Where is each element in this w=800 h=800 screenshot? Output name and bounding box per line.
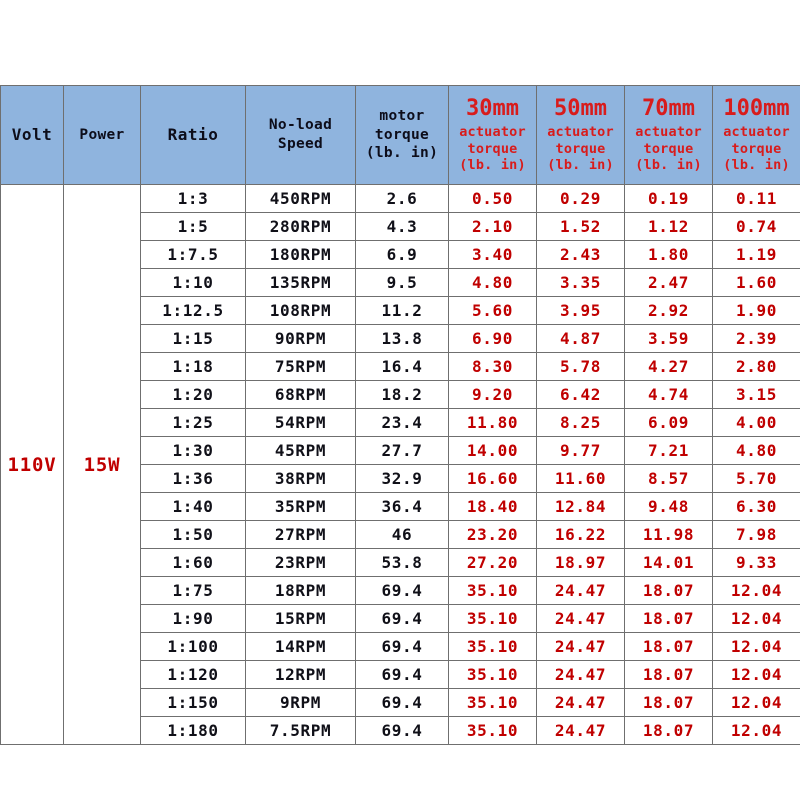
cell-motor-torque: 4.3 [356,213,449,241]
cell-no-load-speed: 35RPM [246,493,356,521]
cell-ratio: 1:50 [141,521,246,549]
cell-ratio: 1:25 [141,409,246,437]
cell-torque-30mm: 2.10 [449,213,537,241]
volt-value: 110V [7,453,57,476]
actuator-100mm-line-2: torque [731,140,782,157]
cell-motor-torque: 69.4 [356,577,449,605]
cell-torque-50mm: 5.78 [537,353,625,381]
cell-motor-torque: 53.8 [356,549,449,577]
column-header-actuator-30mm [449,86,537,185]
actuator-50mm-line-2: torque [555,140,606,157]
cell-torque-100mm: 12.04 [713,605,800,633]
column-header-no-load-speed [246,86,356,185]
cell-torque-70mm: 7.21 [625,437,713,465]
column-header-actuator-50mm [537,86,625,185]
cell-torque-50mm: 12.84 [537,493,625,521]
cell-torque-70mm: 2.92 [625,297,713,325]
actuator-100mm-size: 100mm [723,96,790,122]
cell-motor-torque: 2.6 [356,185,449,213]
cell-torque-100mm: 4.00 [713,409,800,437]
cell-torque-30mm: 0.50 [449,185,537,213]
actuator-70mm-size: 70mm [642,96,695,122]
cell-torque-70mm: 18.07 [625,633,713,661]
cell-torque-30mm: 16.60 [449,465,537,493]
no-load-speed-line-2: Speed [277,136,324,152]
cell-ratio: 1:90 [141,605,246,633]
cell-no-load-speed: 38RPM [246,465,356,493]
cell-motor-torque: 18.2 [356,381,449,409]
cell-motor-torque: 46 [356,521,449,549]
cell-torque-100mm: 2.39 [713,325,800,353]
cell-torque-70mm: 4.27 [625,353,713,381]
cell-torque-30mm: 5.60 [449,297,537,325]
actuator-70mm-line-2: torque [643,140,694,157]
power-value-cell [64,185,141,745]
cell-no-load-speed: 90RPM [246,325,356,353]
cell-no-load-speed: 75RPM [246,353,356,381]
cell-ratio: 1:180 [141,717,246,745]
table-body [1,185,800,745]
cell-ratio: 1:30 [141,437,246,465]
cell-torque-50mm: 1.52 [537,213,625,241]
cell-no-load-speed: 45RPM [246,437,356,465]
cell-ratio: 1:60 [141,549,246,577]
cell-motor-torque: 23.4 [356,409,449,437]
column-header-actuator-70mm [625,86,713,185]
actuator-70mm-line-1: actuator [635,124,702,141]
cell-torque-50mm: 4.87 [537,325,625,353]
header-row [1,86,800,185]
actuator-100mm-line-1: actuator [723,124,790,141]
cell-motor-torque: 32.9 [356,465,449,493]
cell-torque-50mm: 9.77 [537,437,625,465]
cell-torque-30mm: 27.20 [449,549,537,577]
cell-torque-50mm: 8.25 [537,409,625,437]
cell-torque-70mm: 0.19 [625,185,713,213]
cell-motor-torque: 69.4 [356,605,449,633]
actuator-100mm-line-3: (lb. in) [723,157,790,174]
motor-torque-line-2: torque [374,126,430,143]
cell-no-load-speed: 180RPM [246,241,356,269]
cell-torque-50mm: 24.47 [537,717,625,745]
cell-motor-torque: 27.7 [356,437,449,465]
cell-torque-100mm: 1.60 [713,269,800,297]
cell-no-load-speed: 9RPM [246,689,356,717]
cell-no-load-speed: 54RPM [246,409,356,437]
cell-no-load-speed: 280RPM [246,213,356,241]
cell-no-load-speed: 12RPM [246,661,356,689]
cell-motor-torque: 69.4 [356,633,449,661]
cell-ratio: 1:7.5 [141,241,246,269]
column-header-actuator-100mm [713,86,800,185]
cell-ratio: 1:36 [141,465,246,493]
cell-torque-30mm: 3.40 [449,241,537,269]
cell-torque-50mm: 3.35 [537,269,625,297]
cell-ratio: 1:12.5 [141,297,246,325]
cell-torque-100mm: 7.98 [713,521,800,549]
cell-torque-50mm: 24.47 [537,577,625,605]
cell-motor-torque: 69.4 [356,717,449,745]
cell-torque-30mm: 35.10 [449,605,537,633]
cell-no-load-speed: 108RPM [246,297,356,325]
volt-value-cell [1,185,64,745]
cell-torque-30mm: 35.10 [449,577,537,605]
cell-torque-100mm: 12.04 [713,577,800,605]
cell-no-load-speed: 18RPM [246,577,356,605]
cell-torque-70mm: 3.59 [625,325,713,353]
cell-torque-70mm: 9.48 [625,493,713,521]
cell-torque-70mm: 2.47 [625,269,713,297]
cell-torque-70mm: 14.01 [625,549,713,577]
cell-no-load-speed: 14RPM [246,633,356,661]
cell-torque-70mm: 18.07 [625,717,713,745]
cell-torque-30mm: 35.10 [449,633,537,661]
cell-torque-50mm: 24.47 [537,661,625,689]
cell-motor-torque: 13.8 [356,325,449,353]
no-load-speed-line-1: No-load [268,117,333,134]
cell-ratio: 1:15 [141,325,246,353]
cell-motor-torque: 9.5 [356,269,449,297]
cell-torque-100mm: 12.04 [713,689,800,717]
cell-torque-100mm: 1.90 [713,297,800,325]
cell-torque-100mm: 12.04 [713,633,800,661]
cell-torque-70mm: 1.80 [625,241,713,269]
motor-torque-line-1: motor [379,107,425,124]
cell-torque-100mm: 12.04 [713,717,800,745]
cell-no-load-speed: 68RPM [246,381,356,409]
cell-no-load-speed: 7.5RPM [246,717,356,745]
cell-torque-100mm: 3.15 [713,381,800,409]
cell-no-load-speed: 27RPM [246,521,356,549]
cell-torque-30mm: 35.10 [449,689,537,717]
cell-ratio: 1:75 [141,577,246,605]
cell-torque-50mm: 3.95 [537,297,625,325]
cell-torque-100mm: 5.70 [713,465,800,493]
actuator-30mm-line-3: (lb. in) [459,157,526,174]
cell-ratio: 1:20 [141,381,246,409]
cell-torque-100mm: 0.11 [713,185,800,213]
cell-torque-100mm: 1.19 [713,241,800,269]
cell-torque-70mm: 6.09 [625,409,713,437]
cell-torque-70mm: 18.07 [625,605,713,633]
cell-ratio: 1:100 [141,633,246,661]
cell-torque-70mm: 18.07 [625,577,713,605]
cell-ratio: 1:120 [141,661,246,689]
actuator-30mm-size: 30mm [466,96,519,122]
cell-torque-70mm: 18.07 [625,689,713,717]
cell-ratio: 1:18 [141,353,246,381]
cell-torque-70mm: 8.57 [625,465,713,493]
cell-ratio: 1:40 [141,493,246,521]
motor-torque-line-3: (lb. in) [365,145,439,162]
actuator-50mm-line-1: actuator [547,124,614,141]
cell-torque-70mm: 18.07 [625,661,713,689]
cell-no-load-speed: 135RPM [246,269,356,297]
cell-motor-torque: 36.4 [356,493,449,521]
power-value: 15W [83,453,121,476]
actuator-50mm-size: 50mm [554,96,607,122]
cell-torque-30mm: 35.10 [449,717,537,745]
cell-motor-torque: 11.2 [356,297,449,325]
cell-ratio: 1:3 [141,185,246,213]
column-header-power: Power [64,86,141,185]
actuator-30mm-line-1: actuator [459,124,526,141]
cell-torque-100mm: 0.74 [713,213,800,241]
cell-torque-100mm: 2.80 [713,353,800,381]
cell-no-load-speed: 15RPM [246,605,356,633]
motor-gear-ratio-spec-table [0,85,800,745]
cell-torque-50mm: 11.60 [537,465,625,493]
cell-torque-50mm: 18.97 [537,549,625,577]
cell-torque-30mm: 11.80 [449,409,537,437]
cell-torque-30mm: 4.80 [449,269,537,297]
table-header [1,86,800,185]
cell-torque-30mm: 8.30 [449,353,537,381]
column-header-ratio: Ratio [141,86,246,185]
column-header-volt: Volt [1,86,64,185]
cell-ratio: 1:10 [141,269,246,297]
cell-torque-50mm: 24.47 [537,605,625,633]
cell-ratio: 1:5 [141,213,246,241]
cell-torque-50mm: 24.47 [537,633,625,661]
cell-torque-30mm: 14.00 [449,437,537,465]
cell-motor-torque: 69.4 [356,661,449,689]
column-header-motor-torque [356,86,449,185]
cell-torque-30mm: 35.10 [449,661,537,689]
actuator-50mm-line-3: (lb. in) [547,157,614,174]
cell-torque-30mm: 23.20 [449,521,537,549]
cell-no-load-speed: 450RPM [246,185,356,213]
cell-torque-100mm: 6.30 [713,493,800,521]
cell-torque-70mm: 1.12 [625,213,713,241]
cell-torque-50mm: 16.22 [537,521,625,549]
cell-torque-50mm: 2.43 [537,241,625,269]
actuator-30mm-line-2: torque [467,140,518,157]
cell-torque-30mm: 6.90 [449,325,537,353]
cell-torque-50mm: 0.29 [537,185,625,213]
cell-motor-torque: 16.4 [356,353,449,381]
cell-torque-30mm: 18.40 [449,493,537,521]
cell-no-load-speed: 23RPM [246,549,356,577]
cell-torque-50mm: 24.47 [537,689,625,717]
cell-torque-30mm: 9.20 [449,381,537,409]
cell-motor-torque: 69.4 [356,689,449,717]
cell-torque-100mm: 12.04 [713,661,800,689]
cell-torque-100mm: 9.33 [713,549,800,577]
actuator-70mm-line-3: (lb. in) [635,157,702,174]
cell-torque-70mm: 11.98 [625,521,713,549]
cell-motor-torque: 6.9 [356,241,449,269]
cell-torque-50mm: 6.42 [537,381,625,409]
cell-torque-100mm: 4.80 [713,437,800,465]
table-row [1,185,800,213]
cell-ratio: 1:150 [141,689,246,717]
cell-torque-70mm: 4.74 [625,381,713,409]
